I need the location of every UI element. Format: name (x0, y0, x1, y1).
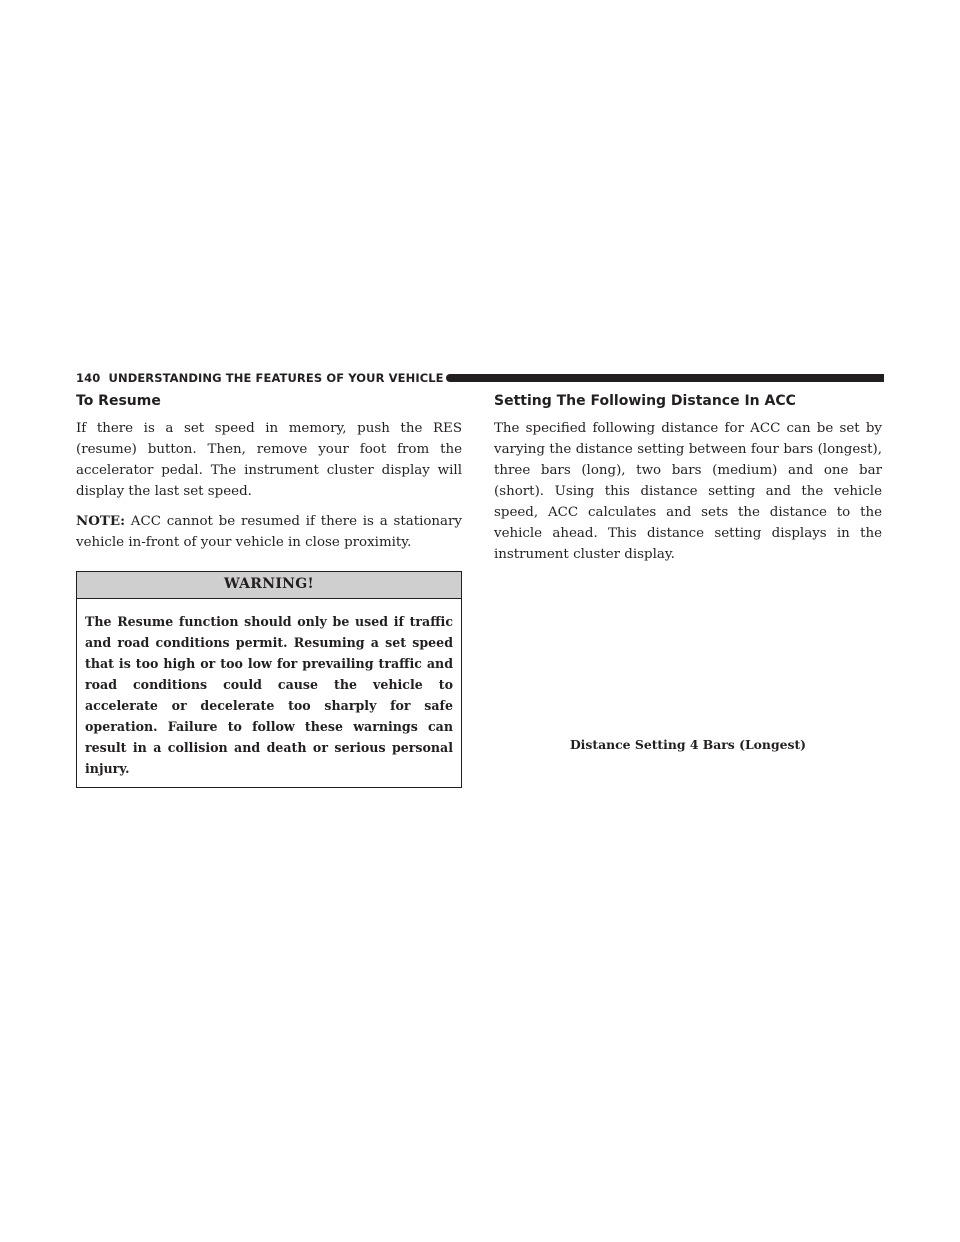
to-resume-heading: To Resume (76, 393, 161, 409)
right-column (494, 393, 882, 565)
note-label: NOTE: (76, 513, 126, 529)
figure-caption: Distance Setting 4 Bars (Longest) (569, 737, 807, 752)
distance-setting-figure (494, 566, 882, 726)
resume-paragraph: If there is a set speed in memory, push the RES (resume) button. Then, remove your foot from the accelerator pedal. The instrument cluster display will display the last set speed. (76, 421, 462, 499)
section-title: UNDERSTANDING THE FEATURES OF YOUR VEHICLE (108, 371, 444, 385)
note-text: ACC cannot be resumed if there is a stationary vehicle in-front of your vehicle in close proximity. (76, 514, 462, 550)
following-distance-paragraph: The specified following distance for ACC can be set by varying the distance setting between four bars (longest), three bars (long), two bars (medium) and one bar (short). Using this distance setting and the vehicle speed, ACC calculates and sets the distance to the vehicle ahead. This distance setting displays in the instrument cluster display. (494, 421, 882, 562)
header-text (76, 371, 444, 385)
warning-title: WARNING! (77, 572, 461, 599)
running-header (76, 371, 884, 385)
resume-note (76, 511, 462, 553)
header-rule-bar (446, 374, 884, 382)
page-number: 140 (76, 371, 101, 385)
following-distance-heading: Setting The Following Distance In ACC (494, 393, 796, 409)
warning-box (76, 571, 462, 788)
left-column (76, 393, 462, 788)
warning-text: The Resume function should only be used if traffic and road conditions permit. Resuming a set speed that is too high or too low for prevailing traffic and road conditions could cause the vehicle to accelerate or decelerate too sharply for safe operation. Failure to follow these warnings can result in a collision and death or serious personal injury. (85, 614, 453, 776)
